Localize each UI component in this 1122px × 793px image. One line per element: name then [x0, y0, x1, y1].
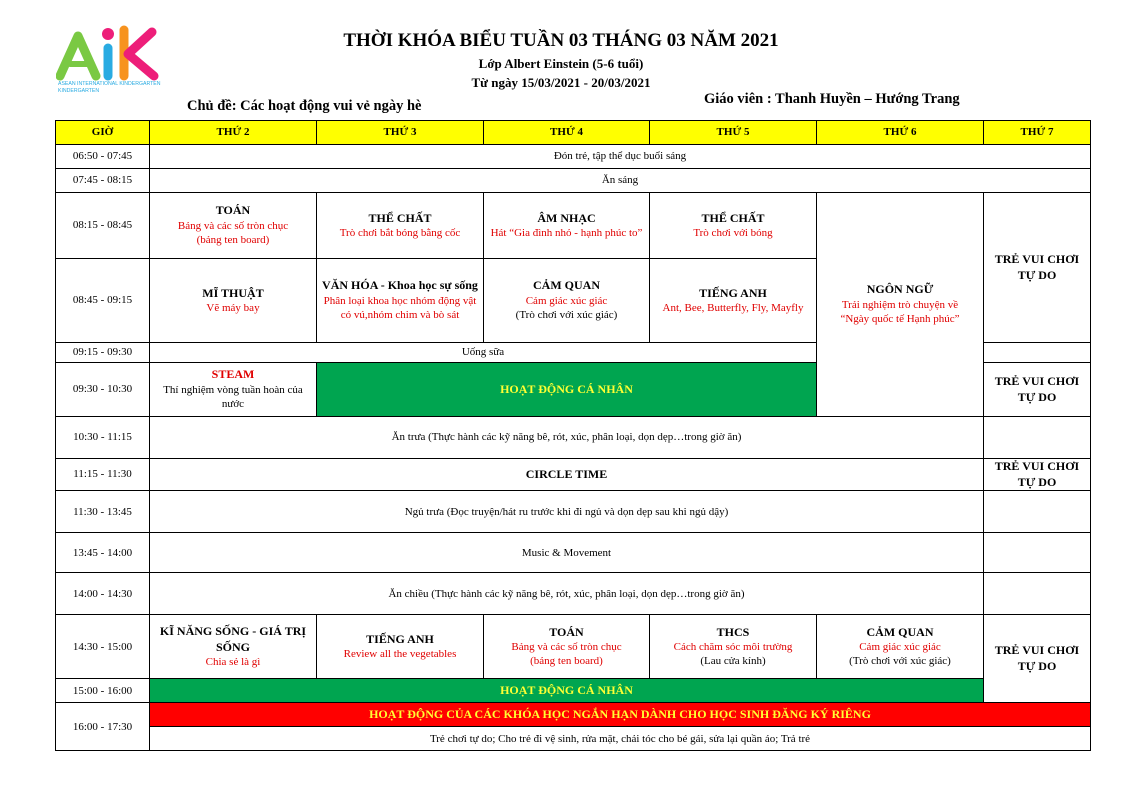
- col-header-sat: THỨ 7: [984, 121, 1091, 145]
- table-row: [56, 615, 1091, 679]
- subject-detail: “Ngày quốc tế Hạnh phúc”: [840, 313, 960, 326]
- subject-title: NGÔN NGỮ: [866, 282, 934, 297]
- individual-activity-banner: HOẠT ĐỘNG CÁ NHÂN: [150, 679, 984, 703]
- individual-activity-banner: HOẠT ĐỘNG CÁ NHÂN: [317, 363, 817, 417]
- activity-cell: [650, 615, 817, 679]
- activity-cell: [817, 193, 984, 417]
- subject-title: TIẾNG ANH: [366, 631, 434, 646]
- subject-title: CẢM QUAN: [866, 624, 934, 639]
- free-play-cell: TRẺ VUI CHƠI TỰ DO: [984, 615, 1091, 703]
- table-row: [56, 573, 1091, 615]
- subject-detail: Cảm giác xúc giác: [859, 641, 941, 654]
- activity-cell: [150, 363, 317, 417]
- free-play-cell: TRẺ VUI CHƠI TỰ DO: [984, 193, 1091, 343]
- subject-detail: (bảng ten board): [196, 234, 270, 247]
- table-row: [56, 193, 1091, 259]
- subject-detail: (Trò chơi với xúc giác): [515, 309, 618, 322]
- timetable: [55, 120, 1091, 751]
- activity-cell: Ăn chiều (Thực hành các kỹ năng bê, rót, xúc, phân loại, dọn dẹp…trong giờ ăn): [150, 573, 984, 615]
- time-cell: 09:15 - 09:30: [56, 343, 150, 363]
- activity-cell: [817, 615, 984, 679]
- subject-detail: Bảng và các số tròn chục: [511, 641, 622, 654]
- activity-cell: [317, 193, 484, 259]
- activity-cell: CIRCLE TIME: [150, 459, 984, 491]
- empty-cell: [984, 417, 1091, 459]
- col-header-thu: THỨ 5: [650, 121, 817, 145]
- subject-title: ÂM NHẠC: [537, 210, 596, 225]
- subject-detail: Vẽ máy bay: [206, 302, 260, 315]
- svg-text:KINDERGARTEN: KINDERGARTEN: [58, 88, 100, 94]
- activity-cell: [484, 259, 650, 343]
- subject-title: KĨ NĂNG SỐNG - GIÁ TRỊ SỐNG: [159, 623, 307, 654]
- subject-detail: Trò chơi bắt bóng bằng cốc: [339, 227, 461, 240]
- table-row: [56, 491, 1091, 533]
- subject-title: CẢM QUAN: [533, 278, 600, 293]
- activity-cell: [484, 615, 650, 679]
- time-cell: 06:50 - 07:45: [56, 145, 150, 169]
- table-row: [56, 679, 1091, 703]
- activity-cell: Trẻ chơi tự do; Cho trẻ đi vệ sinh, rửa mặt, chải tóc cho bé gái, sửa lại quần áo; Trả trẻ: [150, 727, 1091, 751]
- col-header-time: GIỜ: [56, 121, 150, 145]
- time-cell: 07:45 - 08:15: [56, 169, 150, 193]
- table-row: [56, 145, 1091, 169]
- activity-cell: [317, 259, 484, 343]
- empty-cell: [984, 491, 1091, 533]
- table-row: [56, 727, 1091, 751]
- subject-title: THCS: [716, 624, 750, 639]
- activity-cell: [150, 259, 317, 343]
- time-cell: 14:00 - 14:30: [56, 573, 150, 615]
- page-title: THỜI KHÓA BIỂU TUẦN 03 THÁNG 03 NĂM 2021: [343, 30, 779, 51]
- subject-detail: Review all the vegetables: [343, 648, 457, 661]
- activity-cell: Uống sữa: [150, 343, 817, 363]
- time-cell: 15:00 - 16:00: [56, 679, 150, 703]
- time-cell: 08:45 - 09:15: [56, 259, 150, 343]
- col-header-mon: THỨ 2: [150, 121, 317, 145]
- col-header-tue: THỨ 3: [317, 121, 484, 145]
- subject-detail: Ant, Bee, Butterfly, Fly, Mayfly: [662, 302, 804, 315]
- table-row: [56, 703, 1091, 727]
- col-header-wed: THỨ 4: [484, 121, 650, 145]
- time-cell: 11:30 - 13:45: [56, 491, 150, 533]
- subject-detail: Hát “Gia đình nhỏ - hạnh phúc to”: [490, 227, 643, 240]
- subject-detail: Trò chơi với bóng: [693, 227, 773, 240]
- subject-title: THỂ CHẤT: [368, 210, 432, 225]
- activity-cell: Ngủ trưa (Đọc truyện/hát ru trước khi đi ngủ và dọn dẹp sau khi ngủ dậy): [150, 491, 984, 533]
- subject-detail: Phân loại khoa học nhóm động vật có vú,nhóm chim và bò sát: [323, 295, 477, 322]
- subject-detail: (bảng ten board): [530, 655, 603, 668]
- subject-detail: Cảm giác xúc giác: [525, 295, 608, 307]
- activity-cell: [150, 615, 317, 679]
- subject-detail: Cách chăm sóc môi trường: [673, 641, 793, 654]
- free-play-cell: TRẺ VUI CHƠI TỰ DO: [984, 363, 1091, 417]
- time-cell: 14:30 - 15:00: [56, 615, 150, 679]
- activity-cell: Ăn trưa (Thực hành các kỹ năng bê, rót, xúc, phân loại, dọn dẹp…trong giờ ăn): [150, 417, 984, 459]
- col-header-fri: THỨ 6: [817, 121, 984, 145]
- time-cell: 16:00 - 17:30: [56, 703, 150, 751]
- subject-title: STEAM: [211, 367, 255, 382]
- short-course-banner: HOẠT ĐỘNG CỦA CÁC KHÓA HỌC NGẮN HẠN DÀNH CHO HỌC SINH ĐĂNG KÝ RIÊNG: [150, 703, 1091, 727]
- subject-title: TOÁN: [549, 624, 584, 639]
- activity-cell: [150, 193, 317, 259]
- subject-title: VĂN HÓA - Khoa học sự sống: [322, 278, 478, 293]
- subject-title: TIẾNG ANH: [699, 285, 767, 300]
- activity-cell: Ăn sáng: [150, 169, 1091, 193]
- class-line: Lớp Albert Einstein (5-6 tuổi): [478, 56, 644, 71]
- free-play-cell: TRẺ VUI CHƠI TỰ DO: [984, 459, 1091, 491]
- header-row: [56, 121, 1091, 145]
- activity-cell: Music & Movement: [150, 533, 984, 573]
- activity-cell: [317, 615, 484, 679]
- subject-detail: Bảng và các số tròn chục: [177, 220, 289, 232]
- table-row: [56, 533, 1091, 573]
- table-row: [56, 459, 1091, 491]
- time-cell: 09:30 - 10:30: [56, 363, 150, 417]
- svg-text:ASEAN INTERNATIONAL KINDERGART: ASEAN INTERNATIONAL KINDERGARTEN: [58, 81, 161, 87]
- empty-cell: [984, 343, 1091, 363]
- activity-cell: [484, 193, 650, 259]
- table-row: [56, 417, 1091, 459]
- empty-cell: [984, 533, 1091, 573]
- time-cell: 08:15 - 08:45: [56, 193, 150, 259]
- time-cell: 10:30 - 11:15: [56, 417, 150, 459]
- time-cell: 13:45 - 14:00: [56, 533, 150, 573]
- empty-cell: [984, 573, 1091, 615]
- subject-detail: Trải nghiệm trò chuyện về: [841, 299, 959, 311]
- subject-title: THỂ CHẤT: [701, 210, 765, 225]
- subject-detail: Thí nghiệm vòng tuần hoàn của nước: [163, 384, 303, 411]
- table-row: [56, 169, 1091, 193]
- teacher-line: Giáo viên : Thanh Huyền – Hướng Trang: [704, 91, 960, 107]
- topic-line: Chủ đề: Các hoạt động vui vẻ ngày hè: [187, 98, 422, 114]
- date-line: Từ ngày 15/03/2021 - 20/03/2021: [471, 75, 651, 90]
- subject-detail: (Lau cửa kính): [700, 655, 766, 668]
- subject-title: TOÁN: [215, 203, 251, 218]
- subject-detail: Chia sẻ là gì: [205, 656, 261, 669]
- activity-cell: [650, 259, 817, 343]
- activity-cell: [650, 193, 817, 259]
- subject-detail: (Trò chơi với xúc giác): [849, 655, 951, 668]
- time-cell: 11:15 - 11:30: [56, 459, 150, 491]
- activity-cell: Đón trẻ, tập thể dục buổi sáng: [150, 145, 1091, 169]
- subject-title: MĨ THUẬT: [202, 285, 264, 300]
